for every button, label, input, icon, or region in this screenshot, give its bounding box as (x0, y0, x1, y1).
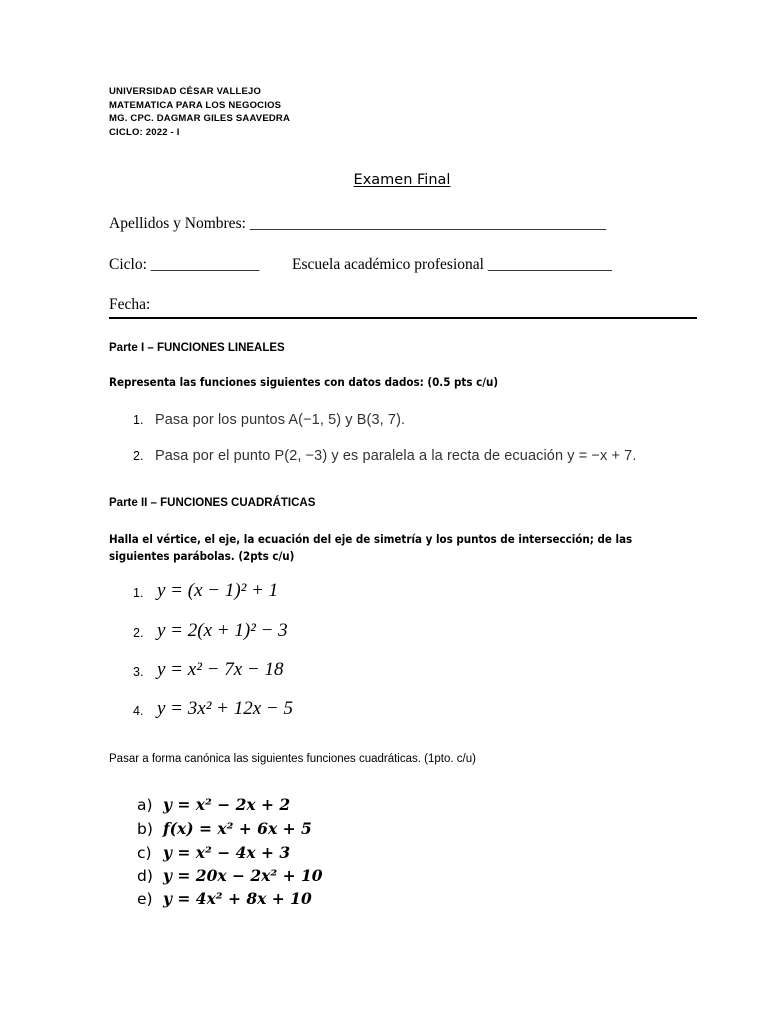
part1-instruction: Representa las funciones siguientes con datos dados: (0.5 pts c/u) (109, 375, 499, 389)
equation: y = 20x − 2x² + 10 (163, 866, 323, 885)
list-item (133, 698, 293, 720)
list-item (137, 843, 290, 862)
equation: y = 2(x + 1)² − 3 (157, 620, 288, 641)
equation: y = x² − 4x + 3 (163, 843, 291, 862)
item-label: b) (137, 820, 153, 838)
school-blank: ________________ (487, 256, 612, 273)
item-label: d) (137, 867, 153, 885)
cycle-blank: ______________ (150, 256, 260, 273)
equation: y = (x − 1)² + 1 (157, 580, 279, 601)
part2-title: Parte II – FUNCIONES CUADRÁTICAS (109, 497, 316, 509)
item-label: a) (137, 796, 153, 814)
item-label: c) (137, 844, 152, 862)
list-item (133, 447, 636, 465)
list-item (133, 580, 279, 602)
school-label: Escuela académico profesional (292, 256, 484, 273)
school-field (292, 256, 612, 274)
part2-instruction: Halla el vértice, el eje, la ecuación del eje de simetría y los puntos de intersección; de las siguientes parábolas. (2pts c/u) (109, 532, 633, 563)
equation: y = x² − 2x + 2 (163, 795, 291, 814)
list-item (133, 411, 405, 429)
item-text: Pasa por los puntos A(−1, 5) y B(3, 7). (155, 412, 406, 428)
equation: y = 3x² + 12x − 5 (157, 698, 293, 719)
university-name: UNIVERSIDAD CÉSAR VALLEJO (109, 86, 262, 97)
list-item (137, 795, 290, 814)
list-item (133, 659, 284, 681)
list-item (133, 620, 288, 642)
list-item (137, 889, 312, 908)
cycle-label: Ciclo: (109, 256, 147, 273)
equation: f(x) = x² + 6x + 5 (163, 819, 312, 838)
cycle-info: CICLO: 2022 - I (109, 126, 180, 138)
canonical-instruction: Pasar a forma canónica las siguientes funciones cuadráticas. (1pto. c/u) (109, 753, 476, 765)
teacher-name: MG. CPC. DAGMAR GILES SAAVEDRA (109, 113, 291, 125)
item-number: 1. (133, 413, 144, 427)
equation: y = 4x² + 8x + 10 (163, 889, 312, 908)
list-item (137, 819, 312, 838)
names-label: Apellidos y Nombres: (109, 215, 246, 232)
names-blank: ______________________________________________ (249, 215, 607, 232)
date-label: Fecha: (109, 296, 151, 313)
item-number: 2. (133, 626, 144, 640)
item-number: 3. (133, 665, 144, 679)
item-number: 4. (133, 704, 144, 718)
item-label: e) (137, 890, 153, 908)
header-block (109, 85, 290, 139)
item-text: Pasa por el punto P(2, −3) y es paralela a la recta de ecuación y = −x + 7. (155, 448, 637, 464)
names-field (109, 215, 606, 233)
divider-line (109, 317, 697, 319)
list-item (137, 866, 323, 885)
cycle-field (109, 256, 259, 274)
item-number: 2. (133, 449, 144, 463)
part1-title: Parte I – FUNCIONES LINEALES (109, 342, 285, 354)
item-number: 1. (133, 586, 144, 600)
page-title: Examen Final (353, 172, 451, 188)
course-name: MATEMATICA PARA LOS NEGOCIOS (109, 99, 282, 111)
equation: y = x² − 7x − 18 (157, 659, 284, 680)
